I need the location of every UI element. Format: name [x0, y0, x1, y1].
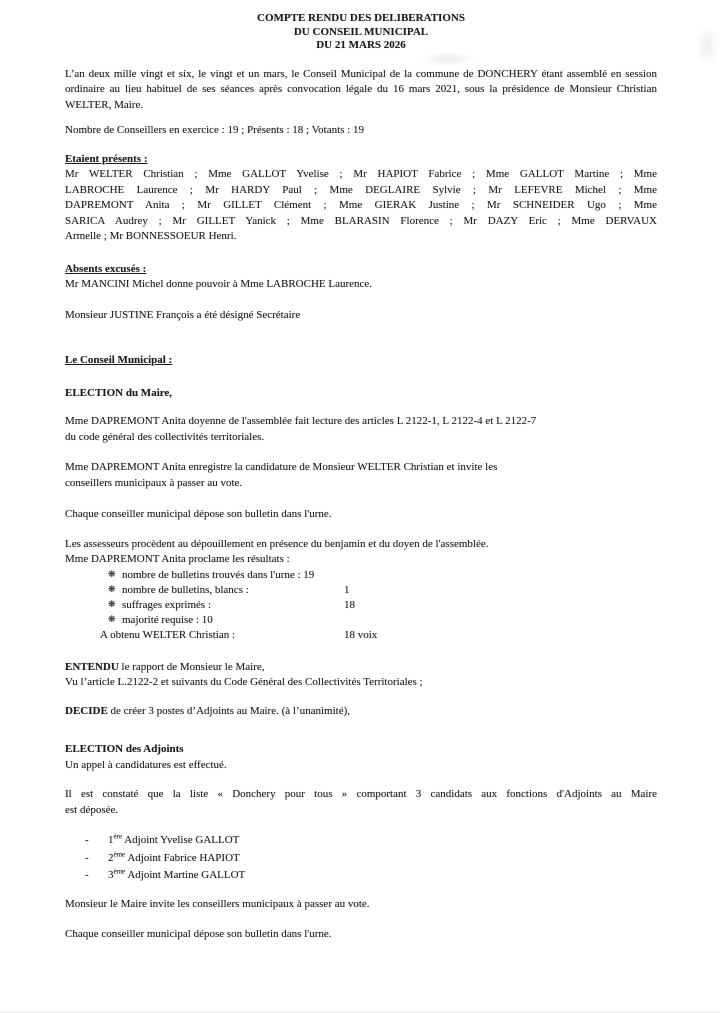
candidature-line-1: Mme DAPREMONT Anita enregistre la candidature de Monsieur WELTER Christian et invite les [65, 461, 498, 473]
present-heading-text: Etaient présents : [65, 152, 148, 165]
lecture-line-1: Mme DAPREMONT Anita doyenne de l'assemblée fait lecture des articles L 2122-1, L 2122-4 et L 2122-7 [65, 415, 537, 427]
dash-bullet-icon: - [85, 834, 89, 847]
result-value: 18 [344, 598, 355, 611]
dash-bullet-icon: - [85, 851, 89, 864]
urne-line: Chaque conseiller municipal dépose son bulletin dans l'urne. [65, 508, 332, 520]
adjoint-num: 3 [108, 869, 114, 882]
dash-bullet-icon: - [85, 869, 89, 882]
present-list-paragraph [65, 167, 657, 245]
adjoint-ordinal-suffix: ème [113, 867, 126, 876]
adjoints-list [65, 832, 657, 885]
counts-line: Nombre de Conseillers en exercice : 19 ; Présents : 18 ; Votants : 19 [65, 124, 364, 136]
title-line-2: DU CONSEIL MUNICIPAL [293, 25, 429, 38]
vote-invite-line: Monsieur le Maire invite les conseillers municipaux à passer au vote. [65, 897, 370, 910]
decide-rest: de créer 3 postes d’Adjoints au Maire. (à l’unanimité), [107, 704, 351, 717]
liste-line-1: Il est constaté que la liste « Donchery pour tous » comportant 3 candidats aux fonctions d'Adjoints au Maire [65, 788, 657, 801]
vu-line: Vu l’article L.2122-2 et suivants du Code Général des Collectivités Territoriales ; [65, 676, 423, 689]
adjoint-name: Adjoint Martine GALLOT [125, 869, 246, 882]
adjoint-ordinal-suffix: ème [113, 849, 126, 858]
election-maire-heading: ELECTION du Maire, [65, 386, 173, 399]
intro-line-3: WELTER, Maire. [65, 98, 144, 111]
result-value: 1 [344, 583, 350, 596]
adjoint-name: Adjoint Yvelise GALLOT [122, 834, 240, 847]
election-adjoints-heading: ELECTION des Adjoints [65, 743, 184, 756]
candidature-paragraph [65, 460, 657, 491]
result-label: nombre de bulletins, blancs : [122, 583, 249, 596]
adjoint-item-2 [65, 850, 657, 868]
result-row-majorite [65, 613, 657, 628]
proclame-line: Mme DAPREMONT Anita proclame les résultats : [65, 553, 290, 565]
result-label: majorité requise : 10 [122, 614, 213, 627]
entendu-rest: le rapport de Monsieur le Maire, [118, 660, 265, 673]
absent-heading [65, 262, 657, 278]
present-line-3: DAPREMONT Anita ; Mr GILLET Clément ; Mme GIERAK Justine ; Mr SCHNEIDER Ugo ; Mme [65, 199, 657, 211]
urne-line-2: Chaque conseiller municipal dépose son bulletin dans l'urne. [65, 928, 332, 941]
result-label: suffrages exprimés : [122, 598, 211, 611]
depouillement-line: Les assesseurs procèdent au dépouillement en présence du benjamin et du doyen de l'assemblée. [65, 537, 489, 550]
obtained-value: 18 voix [344, 629, 378, 642]
decide-keyword: DECIDE [65, 704, 108, 717]
adjoint-name: Adjoint Fabrice HAPIOT [125, 851, 240, 864]
asterisk-bullet-icon: ❋ [108, 615, 116, 626]
document-title [65, 12, 657, 53]
entendu-keyword: ENTENDU [65, 660, 119, 673]
liste-paragraph [65, 787, 657, 818]
intro-line-1: L’an deux mille vingt et six, le vingt et un mars, le Conseil Municipal de la commune de DONCHERY étant assemblé en session [65, 67, 657, 80]
adjoint-num: 1 [108, 834, 114, 847]
asterisk-bullet-icon: ❋ [108, 584, 116, 595]
present-line-1: Mr WELTER Christian ; Mme GALLOT Yvelise ; Mr HAPIOT Fabrice ; Mme GALLOT Martine ; Mme [65, 168, 657, 180]
lecture-line-2: du code général des collectivités territoriales. [65, 430, 265, 443]
entendu-paragraph [65, 660, 657, 676]
candidature-line-2: conseillers municipaux à passer au vote. [65, 476, 243, 489]
secretary-line: Monsieur JUSTINE François a été désigné Secrétaire [65, 308, 301, 321]
present-line-5: Armelle ; Mr BONNESSOEUR Henri. [65, 230, 237, 242]
liste-line-2: est déposée. [65, 803, 119, 816]
result-row-bulletins-trouves [65, 568, 657, 583]
obtained-label: A obtenu WELTER Christian : [100, 629, 236, 642]
intro-line-2: ordinaire au lieu habituel de ses séances après convocation légale du 16 mars 2021, sous la présidence de Monsieur Christian [65, 83, 657, 95]
asterisk-bullet-icon: ❋ [108, 569, 116, 580]
decide-paragraph [65, 704, 657, 720]
absent-heading-text: Absents excusés : [65, 262, 147, 275]
title-line-3: DU 21 MARS 2026 [316, 39, 406, 51]
present-line-4: SARICA Audrey ; Mr GILLET Yanick ; Mme BLARASIN Florence ; Mr DAZY Eric ; Mme DERVAUX [65, 214, 657, 227]
adjoint-item-1 [65, 832, 657, 850]
appel-line: Un appel à candidatures est effectué. [65, 758, 227, 771]
result-row-suffrages [65, 598, 657, 613]
lecture-paragraph [65, 414, 657, 445]
absent-line: Mr MANCINI Michel donne pouvoir à Mme LABROCHE Laurence. [65, 278, 373, 290]
document-content [65, 12, 657, 943]
title-line-1: COMPTE RENDU DES DELIBERATIONS [257, 12, 465, 24]
result-row-bulletins-blancs [65, 583, 657, 598]
scan-artifact-edge [694, 26, 720, 66]
obtained-row [65, 628, 657, 643]
council-heading [65, 353, 657, 369]
intro-paragraph [65, 67, 657, 114]
council-heading-text: Le Conseil Municipal : [65, 354, 173, 366]
adjoint-ordinal-suffix: ère [113, 832, 123, 841]
present-line-2: LABROCHE Laurence ; Mr HARDY Paul ; Mme DEGLAIRE Sylvie ; Mr LEFEVRE Michel ; Mme [65, 183, 657, 196]
asterisk-bullet-icon: ❋ [108, 599, 116, 610]
present-heading [65, 152, 657, 168]
adjoint-num: 2 [108, 851, 114, 864]
adjoint-item-3 [65, 867, 657, 885]
result-label: nombre de bulletins trouvés dans l'urne : 19 [122, 568, 315, 581]
